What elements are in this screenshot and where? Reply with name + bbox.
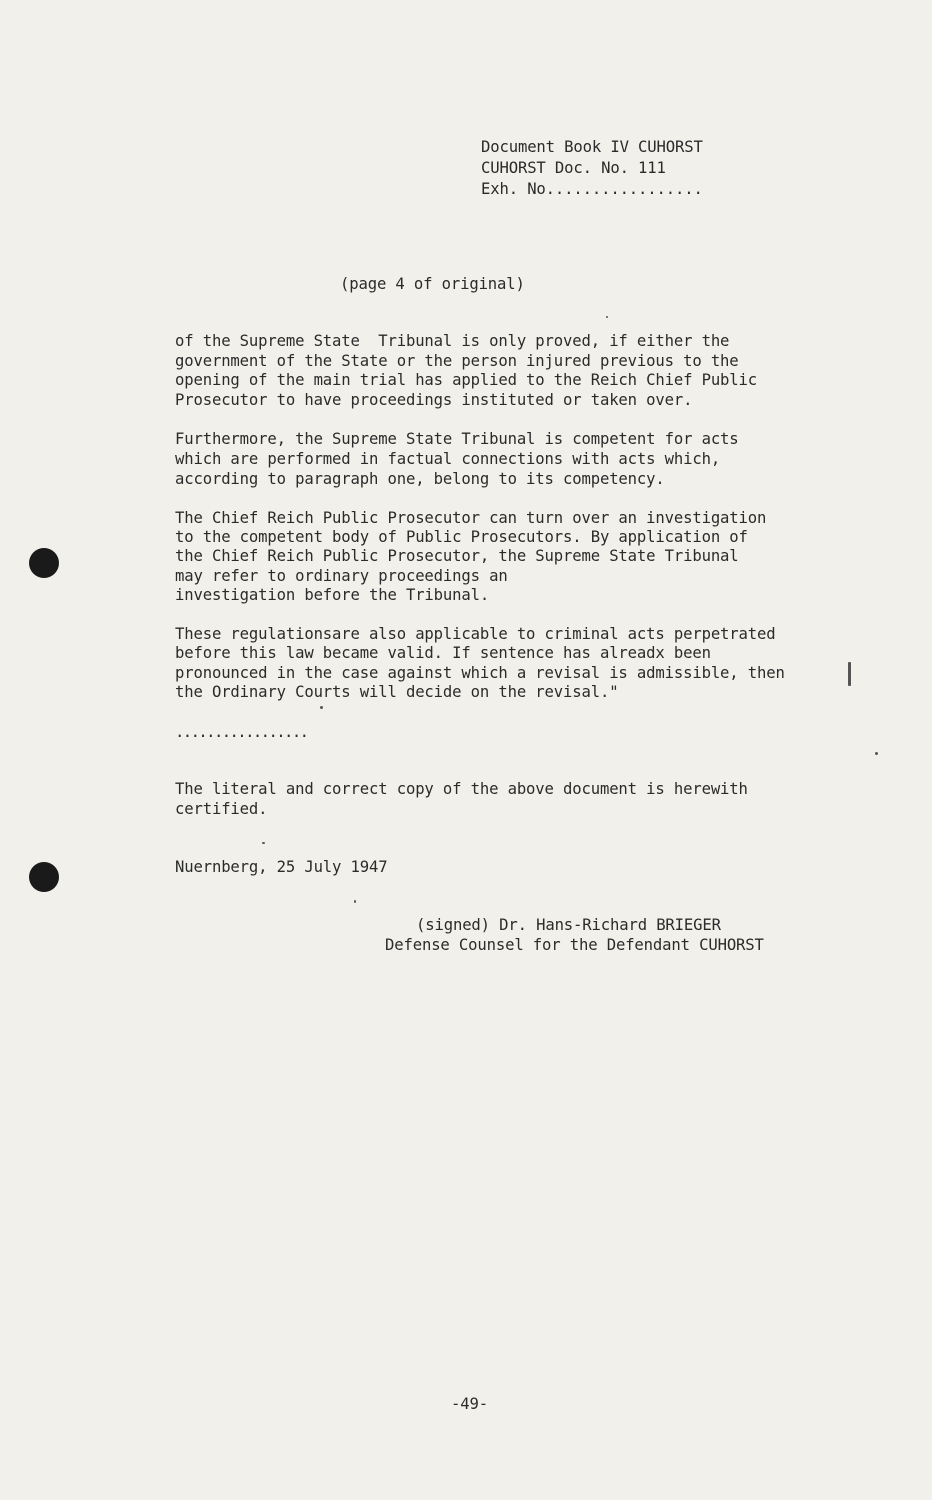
speck — [262, 842, 265, 844]
paragraph-line: opening of the main trial has applied to the Reich Chief Public — [175, 371, 758, 389]
paragraph-line: to the competent body of Public Prosecutors. By application of — [175, 528, 748, 546]
punch-hole-upper — [29, 548, 59, 578]
speck — [875, 752, 878, 755]
paragraph-line: of the Supreme State Tribunal is only proved, if either the — [175, 332, 730, 350]
speck — [320, 706, 323, 709]
margin-mark — [848, 662, 851, 686]
exhibit-number-line: Exh. No................. — [481, 180, 703, 198]
paragraph-line: before this law became valid. If sentence has alreadx been — [175, 644, 711, 662]
speck — [354, 900, 356, 903]
document-book-line: Document Book IV CUHORST — [481, 138, 703, 156]
separator-dots: ................. — [175, 723, 308, 741]
paragraph-line: The Chief Reich Public Prosecutor can turn over an investigation — [175, 509, 767, 527]
paragraph-line: the Ordinary Courts will decide on the revisal." — [175, 683, 619, 701]
paragraph-line: may refer to ordinary proceedings an — [175, 567, 508, 585]
signature-line: (signed) Dr. Hans-Richard BRIEGER — [416, 916, 721, 934]
paragraph-line: Furthermore, the Supreme State Tribunal is competent for acts — [175, 430, 739, 448]
punch-hole-lower — [29, 862, 59, 892]
page-reference: (page 4 of original) — [340, 275, 525, 293]
paragraph-line: according to paragraph one, belong to its competency. — [175, 470, 665, 488]
paragraph-line: which are performed in factual connections with acts which, — [175, 450, 721, 468]
doc-number-line: CUHORST Doc. No. 111 — [481, 159, 666, 177]
certification-line: The literal and correct copy of the above document is herewith — [175, 780, 748, 798]
certification-line: certified. — [175, 800, 268, 818]
signature-title: Defense Counsel for the Defendant CUHORST — [385, 936, 764, 954]
speck — [606, 316, 608, 318]
paragraph-line: the Chief Reich Public Prosecutor, the Supreme State Tribunal — [175, 547, 739, 565]
paragraph-line: government of the State or the person injured previous to the — [175, 352, 739, 370]
page-number: -49- — [451, 1395, 488, 1413]
paragraph-line: Prosecutor to have proceedings instituted or taken over. — [175, 391, 693, 409]
paragraph-line: These regulationsare also applicable to criminal acts perpetrated — [175, 625, 776, 643]
place-date: Nuernberg, 25 July 1947 — [175, 858, 388, 876]
paragraph-line: pronounced in the case against which a revisal is admissible, then — [175, 664, 785, 682]
paragraph-line: investigation before the Tribunal. — [175, 586, 490, 604]
